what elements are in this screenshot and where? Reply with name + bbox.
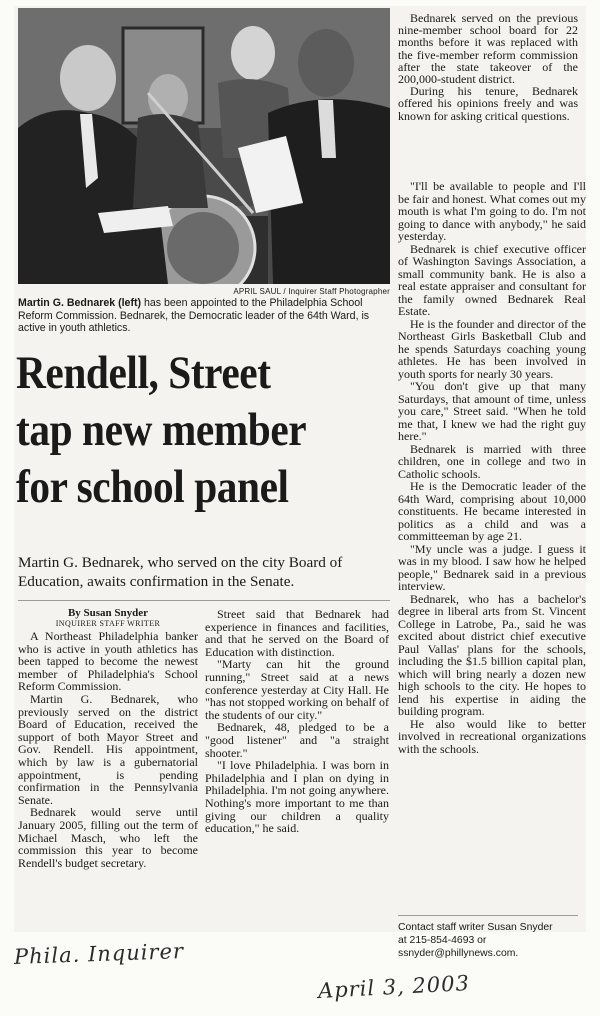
contact-line: at 215-854-4693 or bbox=[398, 935, 487, 946]
paragraph: "I love Philadelphia. I was born in Philadelphia and I plan on dying in Philadelphia. I'm not going anywhere. Nothing's more important to me than giving our children a quality education," he said. bbox=[205, 758, 389, 836]
subheadline: Martin G. Bednarek, who served on the city Board of Education, awaits confirmation in the Senate. bbox=[18, 554, 343, 590]
paragraph: He also would like to better involved in recreational organizations with the schools. bbox=[398, 716, 586, 756]
handwritten-date: April 3, 2003 bbox=[317, 971, 471, 1003]
column-3-top bbox=[398, 12, 578, 122]
headline-line-3: for school panel bbox=[16, 461, 289, 513]
headline bbox=[16, 345, 394, 516]
paragraph: Bednarek, who has a bachelor's degree in liberal arts from St. Vincent College in Latrobe, Pa., said he was excited about district chief executive Paul Vallas' plans for the schools, including the $1.5 billion capital plan, which will bring nearly a dozen new high schools to the city. He hopes to lend his expertise in aiding the building program. bbox=[398, 591, 586, 718]
headline-line-2: tap new member bbox=[16, 404, 307, 456]
paragraph: "My uncle was a judge. I guess it was in my blood. I saw how he helped people," Bednarek said in a previous interview. bbox=[398, 541, 586, 593]
byline-name: By Susan Snyder bbox=[67, 607, 149, 619]
paragraph: Bednarek, 48, pledged to be a "good listener" and "a straight shooter." bbox=[205, 720, 389, 760]
paragraph: During his tenure, Bednarek offered his opinions freely and was known for asking critical questions. bbox=[398, 84, 578, 123]
divider bbox=[18, 600, 390, 601]
paragraph: Bednarek served on the previous nine-member school board for 22 months before it was replaced with the five-member reform commission after the state takeover of the 200,000-student district. bbox=[398, 11, 578, 87]
column-2 bbox=[205, 608, 389, 835]
paragraph: "Marty can hit the ground running," Street said at a news conference yesterday at City Hall. He "has not stopped working on behalf of the students of our city." bbox=[205, 657, 389, 722]
handwritten-source: Phila. Inquirer bbox=[13, 939, 185, 969]
caption-lead: Martin G. Bednarek (left) bbox=[18, 297, 142, 309]
photo-illustration bbox=[18, 8, 390, 284]
paragraph: Street said that Bednarek had experience in finances and facilities, and that he served on the Board of Education with distinction. bbox=[205, 607, 389, 659]
photo-credit: APRIL SAUL / Inquirer Staff Photographer bbox=[233, 287, 390, 296]
paragraph: "You don't give up that many Saturdays, that amount of time, unless you care," Street said. "When he told me that, I knew we had the right guy here." bbox=[398, 379, 586, 443]
contact-divider bbox=[398, 915, 578, 916]
paragraph: "I'll be available to people and I'll be fair and honest. What comes out my mouth is what I'm going to do. I'm not going to dance with anybody," he said yesterday. bbox=[398, 179, 586, 243]
paragraph: He is the Democratic leader of the 64th Ward, comprising about 10,000 constituents. He became interested in politics as a child and was a committeeman by age 21. bbox=[398, 479, 586, 543]
contact-info bbox=[398, 921, 586, 960]
contact-line: ssnyder@phillynews.com. bbox=[398, 948, 519, 959]
column-3 bbox=[398, 180, 586, 755]
paragraph: Martin G. Bednarek, who previously served on the district Board of Education, received the support of both Mayor Street and Gov. Rendell. His appointment, which by law is a gubernatorial appointment, is pending confirmation in the Pennsylvania Senate. bbox=[18, 691, 198, 807]
photo-caption bbox=[18, 297, 390, 335]
paragraph: A Northeast Philadelphia banker who is active in youth athletics has been tapped to become the newest member of Philadelphia's School Reform Commission. bbox=[18, 629, 198, 694]
paragraph: Bednarek is chief executive officer of Washington Savings Association, a small community bank. He is also a real estate appraiser and consultant for the family owned Bednarek Real Estate. bbox=[398, 241, 586, 318]
contact-line: Contact staff writer Susan Snyder bbox=[398, 922, 553, 933]
paragraph: Bednarek is married with three children, one in college and two in Catholic schools. bbox=[398, 441, 586, 481]
column-1 bbox=[18, 607, 198, 869]
news-photo bbox=[18, 8, 390, 284]
byline-title: INQUIRER STAFF WRITER bbox=[55, 619, 161, 628]
caption-text: has been appointed to the Philadelphia School Reform Commission. Bednarek, the Democratic leader of the 64th Ward, is active in youth athletics. bbox=[18, 297, 370, 335]
headline-line-1: Rendell, Street bbox=[16, 347, 271, 399]
paragraph: He is the founder and director of the Northeast Girls Basketball Club and he spends Saturdays coaching young athletes. He has been involved in youth sports for nearly 30 years. bbox=[398, 316, 586, 381]
paragraph: Bednarek would serve until January 2005, filling out the term of Michael Masch, who left the commission this year to become Rendell's budget secretary. bbox=[18, 805, 198, 870]
